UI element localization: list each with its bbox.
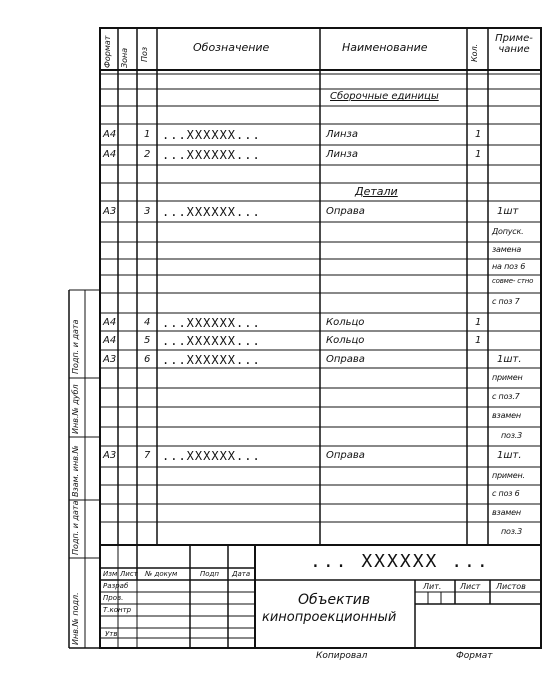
header-pos: Поз [140,46,149,62]
row-6-format: A3 [103,354,117,365]
note-1-line-1: Допуск. [492,227,524,236]
row-7-note: 1шт. [497,450,522,461]
row-6-note: 1шт. [497,354,522,365]
document-title-line-1: Объектив [298,592,371,608]
header-format: Формат [103,35,112,68]
tb-col-docnum: № докум [145,570,178,578]
header-qty: Кол. [470,43,479,62]
row-5-pos: 5 [144,335,151,346]
note-2-line-2: с поз.7 [492,392,520,401]
row-3-note: 1шт [497,206,519,217]
row-3-designation: ...XXXXXX... [162,205,261,219]
row-1-format: A4 [103,129,117,140]
row-4-name: Кольцо [326,317,365,328]
row-5-format: A4 [103,335,117,346]
tb-tcontrol: Т.контр [103,606,132,614]
document-code: ... XXXXXX ... [310,551,490,572]
row-3-name: Оправа [326,206,365,217]
tb-sheets: Листов [496,582,526,591]
tb-checked: Пров. [103,594,124,602]
note-1-line-2: замена [492,245,522,254]
document-title-line-2: кинопроекционный [262,610,397,625]
row-1-qty: 1 [475,129,482,140]
note-3-line-3: взамен [492,508,521,517]
row-3-format: A3 [103,206,117,217]
note-3-line-1: примен. [492,471,525,480]
row-3-pos: 3 [144,206,151,217]
row-1-name: Линза [326,129,359,140]
row-7-name: Оправа [326,450,365,461]
side-sign-date-2: Подп. и дата [71,500,80,555]
tb-col-sheet: Лист [120,570,138,578]
row-7-pos: 7 [144,450,151,461]
footer-copied: Копировал [316,651,368,661]
row-1-designation: ...XXXXXX... [162,128,261,142]
row-5-qty: 1 [475,335,482,346]
note-1-line-4: совме- стно [492,277,534,285]
tb-sheet: Лист [460,582,481,591]
row-2-format: A4 [103,149,117,160]
row-2-name: Линза [326,149,359,160]
row-4-format: A4 [103,317,117,328]
row-1-pos: 1 [144,129,151,140]
row-6-pos: 6 [144,354,151,365]
header-zone: Зона [120,47,129,68]
note-2-line-4: поз.3 [501,431,523,440]
row-7-format: A3 [103,450,117,461]
side-inv-orig: Инв.№ подл. [71,592,80,645]
row-2-designation: ...XXXXXX... [162,148,261,162]
note-2-line-1: примен [492,373,523,382]
header-name: Наименование [342,41,428,54]
section-assembly-units: Сборочные единицы [330,91,439,102]
tb-developed: Разраб [103,582,129,590]
tb-col-date: Дата [232,570,251,578]
side-instead-inv: Взам. инв.№ [71,445,80,497]
side-sign-date-1: Подп. и дата [71,319,80,374]
note-2-line-3: взамен [492,411,521,420]
row-4-qty: 1 [475,317,482,328]
row-2-pos: 2 [144,149,151,160]
note-1-line-5: с поз 7 [492,297,520,306]
footer-format: Формат [456,651,493,661]
row-2-qty: 1 [475,149,482,160]
note-3-line-4: поз.3 [501,527,523,536]
tb-lit: Лит. [423,582,442,591]
side-inv-dupl: Инв.№ дубл [71,384,80,434]
header-note: Приме- чание [495,33,533,55]
row-7-designation: ...XXXXXX... [162,449,261,463]
note-1-line-3: на поз 6 [492,262,526,271]
row-6-name: Оправа [326,354,365,365]
tb-col-change: Изм [103,570,118,578]
section-parts: Детали [355,185,398,198]
tb-col-sign: Подп [200,570,219,578]
row-4-designation: ...XXXXXX... [162,316,261,330]
row-5-name: Кольцо [326,335,365,346]
row-4-pos: 4 [144,317,151,328]
tb-approved: Утв [105,630,118,638]
note-3-line-2: с поз 6 [492,489,520,498]
header-designation: Обозначение [193,41,270,54]
row-6-designation: ...XXXXXX... [162,353,261,367]
row-5-designation: ...XXXXXX... [162,334,261,348]
